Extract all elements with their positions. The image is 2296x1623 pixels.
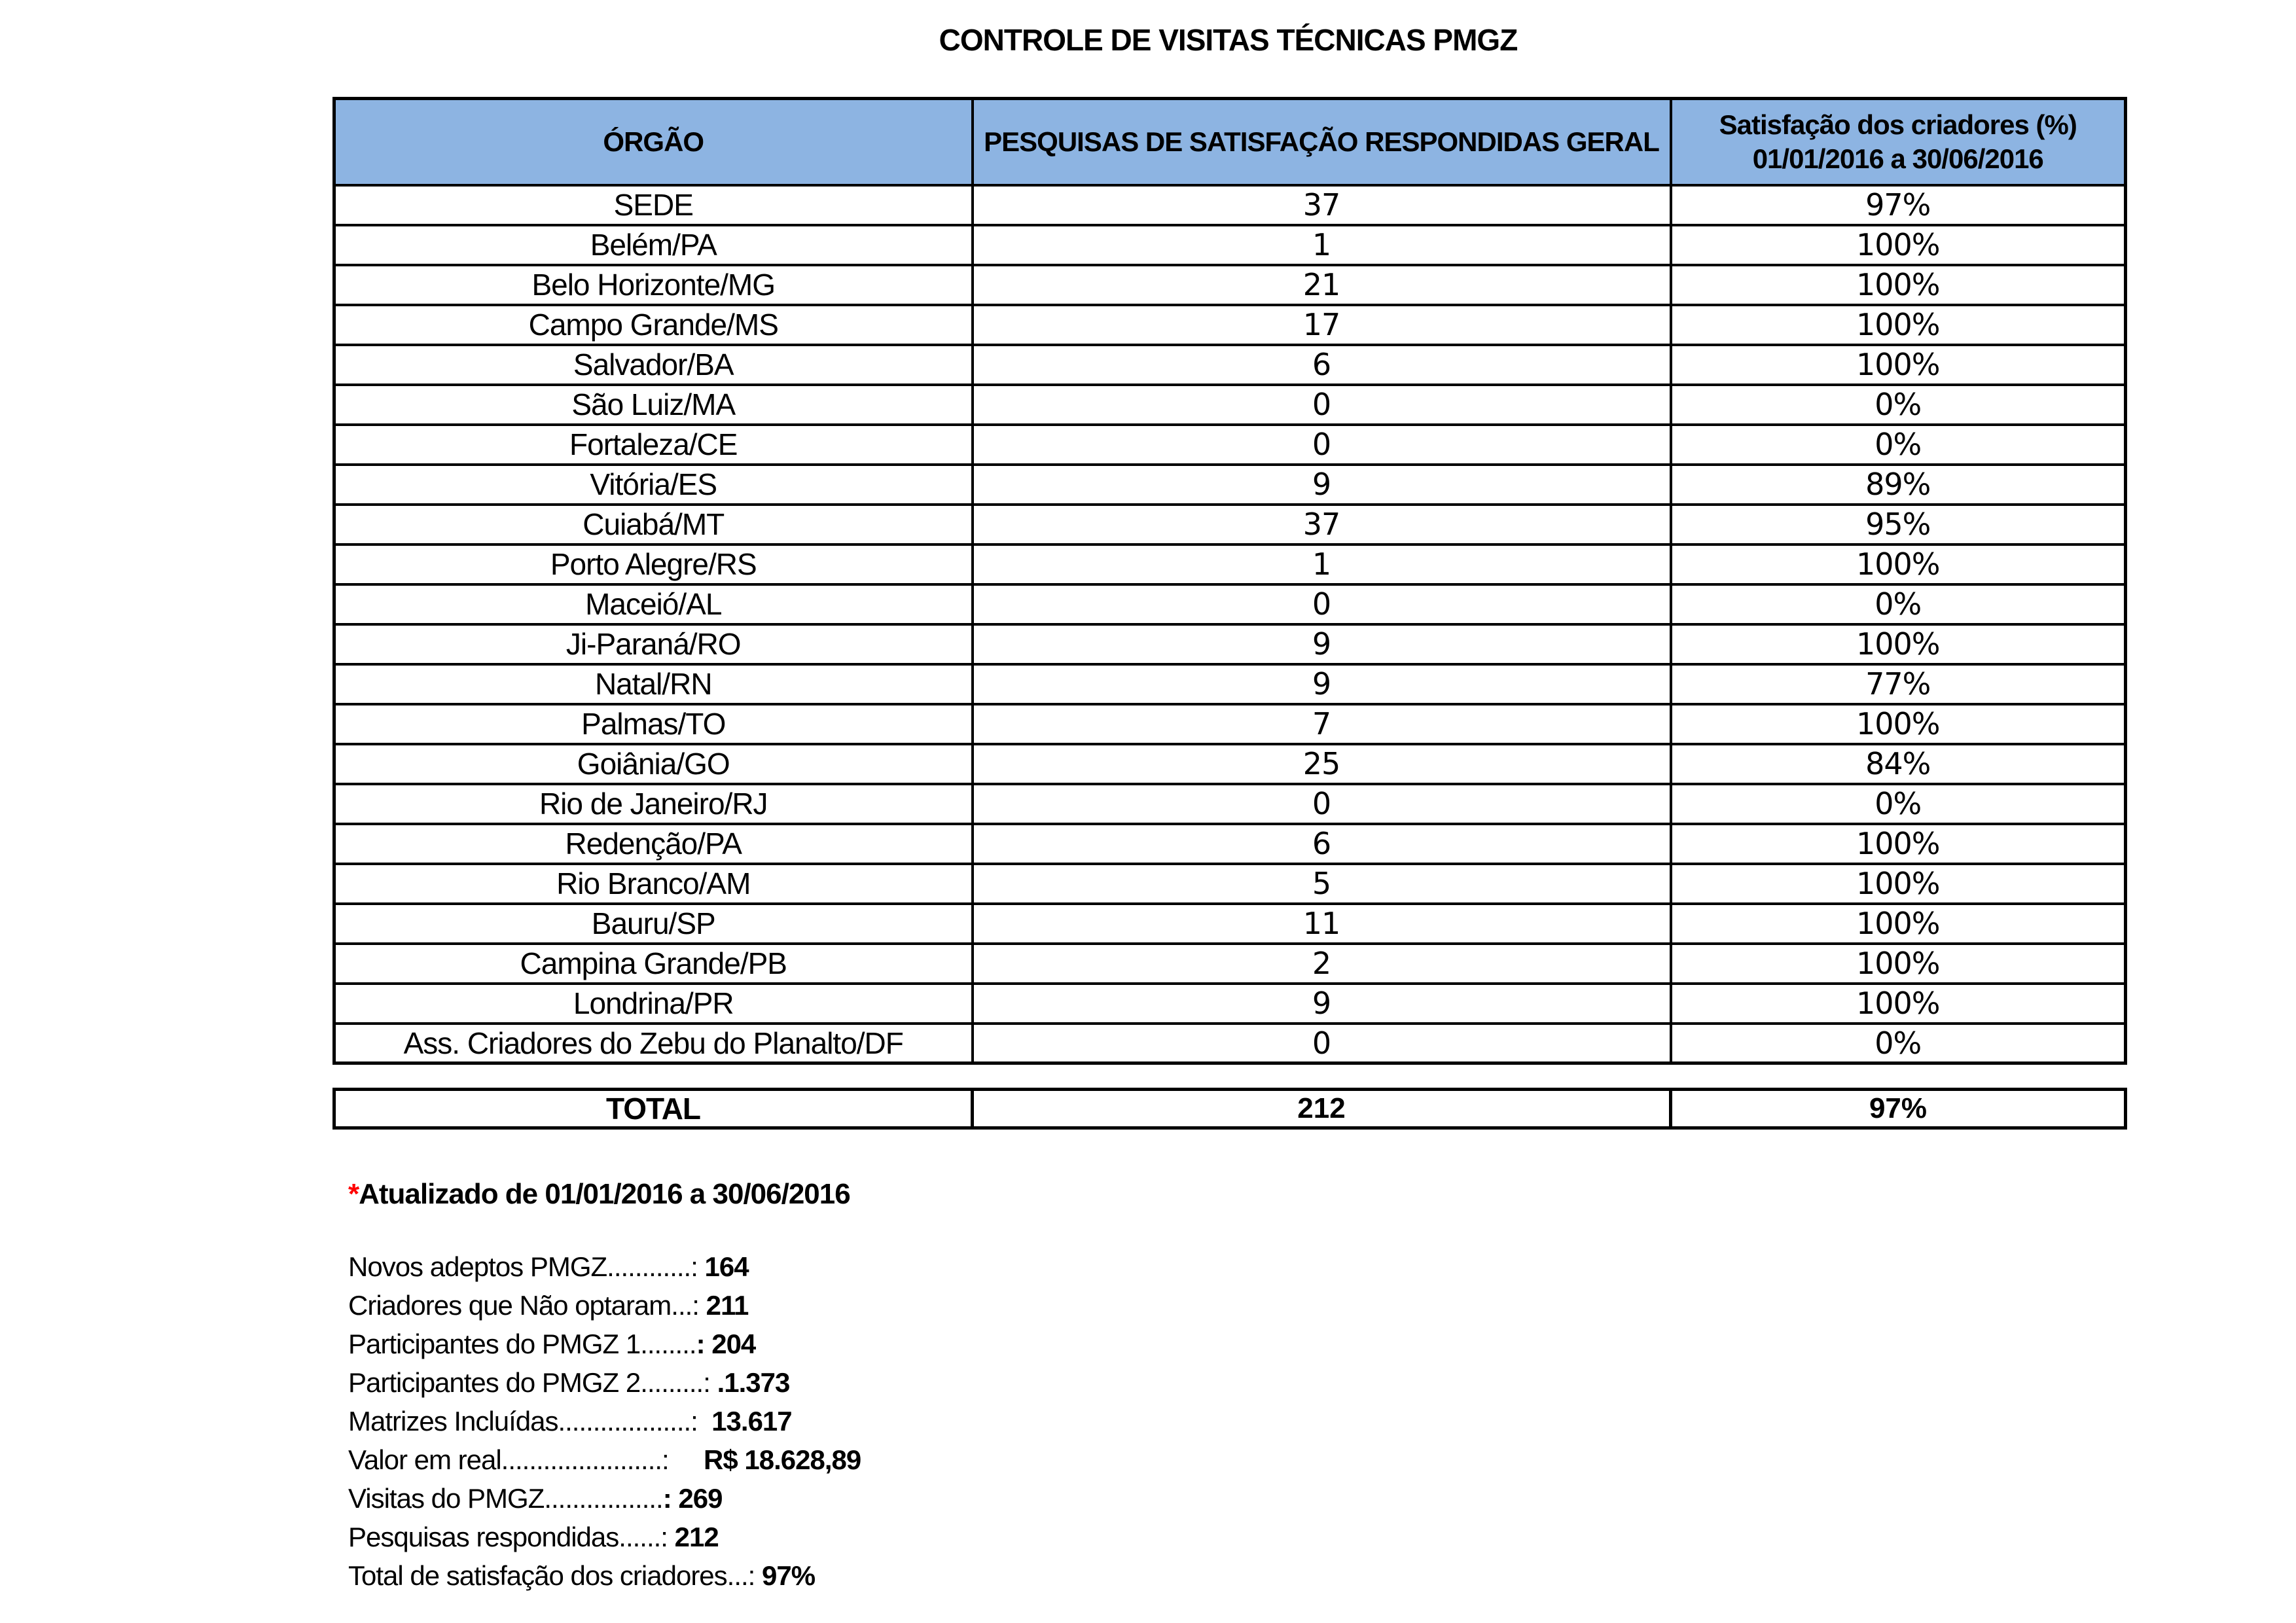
orgao-cell: Campina Grande/PB bbox=[334, 944, 973, 984]
satisfacao-cell: 100% bbox=[1671, 984, 2126, 1024]
stat-value: R$ 18.628,89 bbox=[675, 1444, 861, 1475]
table-row bbox=[334, 544, 2126, 584]
stat-line bbox=[348, 1247, 861, 1286]
orgao-cell: Porto Alegre/RS bbox=[334, 544, 973, 584]
stat-value: : 204 bbox=[696, 1329, 756, 1359]
pesquisas-cell: 0 bbox=[973, 385, 1671, 425]
stats-list bbox=[348, 1247, 861, 1595]
orgao-cell: Palmas/TO bbox=[334, 704, 973, 744]
red-asterisk: * bbox=[348, 1178, 359, 1210]
table-row bbox=[334, 385, 2126, 425]
satisfacao-cell: 77% bbox=[1671, 664, 2126, 704]
stat-label: Visitas do PMGZ................. bbox=[348, 1483, 663, 1514]
pesquisas-cell: 9 bbox=[973, 664, 1671, 704]
total-label-cell: TOTAL bbox=[334, 1090, 973, 1128]
updated-note bbox=[348, 1178, 850, 1211]
satisfacao-header-line1: Satisfação dos criadores (%) bbox=[1719, 109, 2077, 140]
table-row bbox=[334, 984, 2126, 1024]
stat-line bbox=[348, 1479, 861, 1518]
satisfacao-cell: 100% bbox=[1671, 944, 2126, 984]
satisfacao-cell: 100% bbox=[1671, 305, 2126, 345]
total-satisfacao-cell: 97% bbox=[1671, 1090, 2126, 1128]
orgao-cell: Redenção/PA bbox=[334, 824, 973, 864]
stat-value: 212 bbox=[674, 1522, 719, 1552]
satisfacao-cell: 89% bbox=[1671, 465, 2126, 505]
stat-label: Participantes do PMGZ 1........ bbox=[348, 1329, 696, 1359]
pesquisas-cell: 2 bbox=[973, 944, 1671, 984]
orgao-cell: Salvador/BA bbox=[334, 345, 973, 385]
updated-note-text: Atualizado de 01/01/2016 a 30/06/2016 bbox=[359, 1178, 850, 1210]
pesquisas-cell: 9 bbox=[973, 465, 1671, 505]
satisfacao-column-header bbox=[1671, 99, 2126, 185]
table-row bbox=[334, 904, 2126, 944]
stat-line bbox=[348, 1518, 861, 1556]
satisfacao-header-line2: 01/01/2016 a 30/06/2016 bbox=[1752, 143, 2043, 174]
stat-line bbox=[348, 1556, 861, 1595]
satisfacao-cell: 100% bbox=[1671, 544, 2126, 584]
stat-value: .1.373 bbox=[717, 1367, 790, 1398]
table-row bbox=[334, 664, 2126, 704]
table-row bbox=[334, 345, 2126, 385]
table-row bbox=[334, 1024, 2126, 1063]
satisfacao-cell: 100% bbox=[1671, 265, 2126, 305]
satisfacao-cell: 95% bbox=[1671, 505, 2126, 544]
total-pesquisas-cell: 212 bbox=[973, 1090, 1671, 1128]
satisfacao-cell: 100% bbox=[1671, 824, 2126, 864]
pesquisas-cell: 17 bbox=[973, 305, 1671, 345]
orgao-cell: Ass. Criadores do Zebu do Planalto/DF bbox=[334, 1024, 973, 1063]
stat-value: : 269 bbox=[662, 1483, 723, 1514]
pesquisas-cell: 9 bbox=[973, 624, 1671, 664]
satisfacao-cell: 100% bbox=[1671, 904, 2126, 944]
orgao-cell: Ji-Paraná/RO bbox=[334, 624, 973, 664]
table-body bbox=[334, 185, 2126, 1063]
pesquisas-cell: 6 bbox=[973, 345, 1671, 385]
orgao-cell: SEDE bbox=[334, 185, 973, 225]
pesquisas-cell: 1 bbox=[973, 544, 1671, 584]
orgao-cell: Maceió/AL bbox=[334, 584, 973, 624]
orgao-cell: Bauru/SP bbox=[334, 904, 973, 944]
header-row bbox=[334, 99, 2126, 185]
pesquisas-cell: 0 bbox=[973, 784, 1671, 824]
satisfacao-cell: 0% bbox=[1671, 385, 2126, 425]
stat-value: 164 bbox=[704, 1251, 749, 1282]
pesquisas-cell: 21 bbox=[973, 265, 1671, 305]
table-row bbox=[334, 265, 2126, 305]
table-row bbox=[334, 305, 2126, 345]
satisfacao-cell: 100% bbox=[1671, 345, 2126, 385]
orgao-cell: Rio Branco/AM bbox=[334, 864, 973, 904]
orgao-cell: Natal/RN bbox=[334, 664, 973, 704]
orgao-cell: Belo Horizonte/MG bbox=[334, 265, 973, 305]
stat-label: Participantes do PMGZ 2.........: bbox=[348, 1367, 717, 1398]
orgao-cell: São Luiz/MA bbox=[334, 385, 973, 425]
table-row bbox=[334, 824, 2126, 864]
stat-line bbox=[348, 1363, 861, 1402]
table-row bbox=[334, 584, 2126, 624]
pesquisas-cell: 0 bbox=[973, 1024, 1671, 1063]
satisfacao-cell: 0% bbox=[1671, 1024, 2126, 1063]
orgao-cell: Cuiabá/MT bbox=[334, 505, 973, 544]
table-row bbox=[334, 185, 2126, 225]
pesquisas-column-header: PESQUISAS DE SATISFAÇÃO RESPONDIDAS GERAL bbox=[973, 99, 1671, 185]
visits-table bbox=[332, 97, 2127, 1065]
table-row bbox=[334, 465, 2126, 505]
table-row bbox=[334, 784, 2126, 824]
stat-label: Valor em real.......................: bbox=[348, 1444, 676, 1475]
orgao-cell: Rio de Janeiro/RJ bbox=[334, 784, 973, 824]
pesquisas-cell: 1 bbox=[973, 225, 1671, 265]
satisfacao-cell: 100% bbox=[1671, 704, 2126, 744]
satisfacao-cell: 0% bbox=[1671, 784, 2126, 824]
stat-line bbox=[348, 1325, 861, 1363]
satisfacao-cell: 100% bbox=[1671, 225, 2126, 265]
table-row bbox=[334, 744, 2126, 784]
stat-line bbox=[348, 1440, 861, 1479]
orgao-cell: Campo Grande/MS bbox=[334, 305, 973, 345]
pesquisas-cell: 37 bbox=[973, 505, 1671, 544]
orgao-cell: Fortaleza/CE bbox=[334, 425, 973, 465]
orgao-column-header: ÓRGÃO bbox=[334, 99, 973, 185]
table-row bbox=[334, 864, 2126, 904]
table-header bbox=[334, 99, 2126, 185]
pesquisas-cell: 5 bbox=[973, 864, 1671, 904]
satisfacao-cell: 100% bbox=[1671, 864, 2126, 904]
table-row bbox=[334, 225, 2126, 265]
pesquisas-cell: 37 bbox=[973, 185, 1671, 225]
pesquisas-cell: 0 bbox=[973, 584, 1671, 624]
satisfacao-cell: 0% bbox=[1671, 584, 2126, 624]
table-row bbox=[334, 624, 2126, 664]
stat-label: Matrizes Incluídas...................: bbox=[348, 1406, 705, 1436]
stat-label: Criadores que Não optaram...: bbox=[348, 1290, 706, 1321]
satisfacao-cell: 84% bbox=[1671, 744, 2126, 784]
orgao-cell: Goiânia/GO bbox=[334, 744, 973, 784]
stat-value: 13.617 bbox=[704, 1406, 792, 1436]
page-title: CONTROLE DE VISITAS TÉCNICAS PMGZ bbox=[939, 23, 1518, 57]
orgao-cell: Vitória/ES bbox=[334, 465, 973, 505]
total-table bbox=[332, 1088, 2127, 1130]
pesquisas-cell: 11 bbox=[973, 904, 1671, 944]
satisfacao-cell: 97% bbox=[1671, 185, 2126, 225]
satisfacao-cell: 100% bbox=[1671, 624, 2126, 664]
stat-line bbox=[348, 1286, 861, 1325]
stat-label: Pesquisas respondidas......: bbox=[348, 1522, 675, 1552]
orgao-cell: Londrina/PR bbox=[334, 984, 973, 1024]
table-row bbox=[334, 425, 2126, 465]
orgao-cell: Belém/PA bbox=[334, 225, 973, 265]
total-row bbox=[334, 1090, 2126, 1128]
stat-value: 211 bbox=[706, 1290, 749, 1321]
stat-label: Total de satisfação dos criadores...: bbox=[348, 1560, 762, 1591]
table-row bbox=[334, 704, 2126, 744]
pesquisas-cell: 9 bbox=[973, 984, 1671, 1024]
satisfacao-cell: 0% bbox=[1671, 425, 2126, 465]
table-row bbox=[334, 505, 2126, 544]
pesquisas-cell: 25 bbox=[973, 744, 1671, 784]
table-row bbox=[334, 944, 2126, 984]
pesquisas-cell: 6 bbox=[973, 824, 1671, 864]
stat-value: 97% bbox=[762, 1560, 816, 1591]
pesquisas-cell: 7 bbox=[973, 704, 1671, 744]
stat-line bbox=[348, 1402, 861, 1440]
stat-label: Novos adeptos PMGZ............: bbox=[348, 1251, 705, 1282]
pesquisas-cell: 0 bbox=[973, 425, 1671, 465]
